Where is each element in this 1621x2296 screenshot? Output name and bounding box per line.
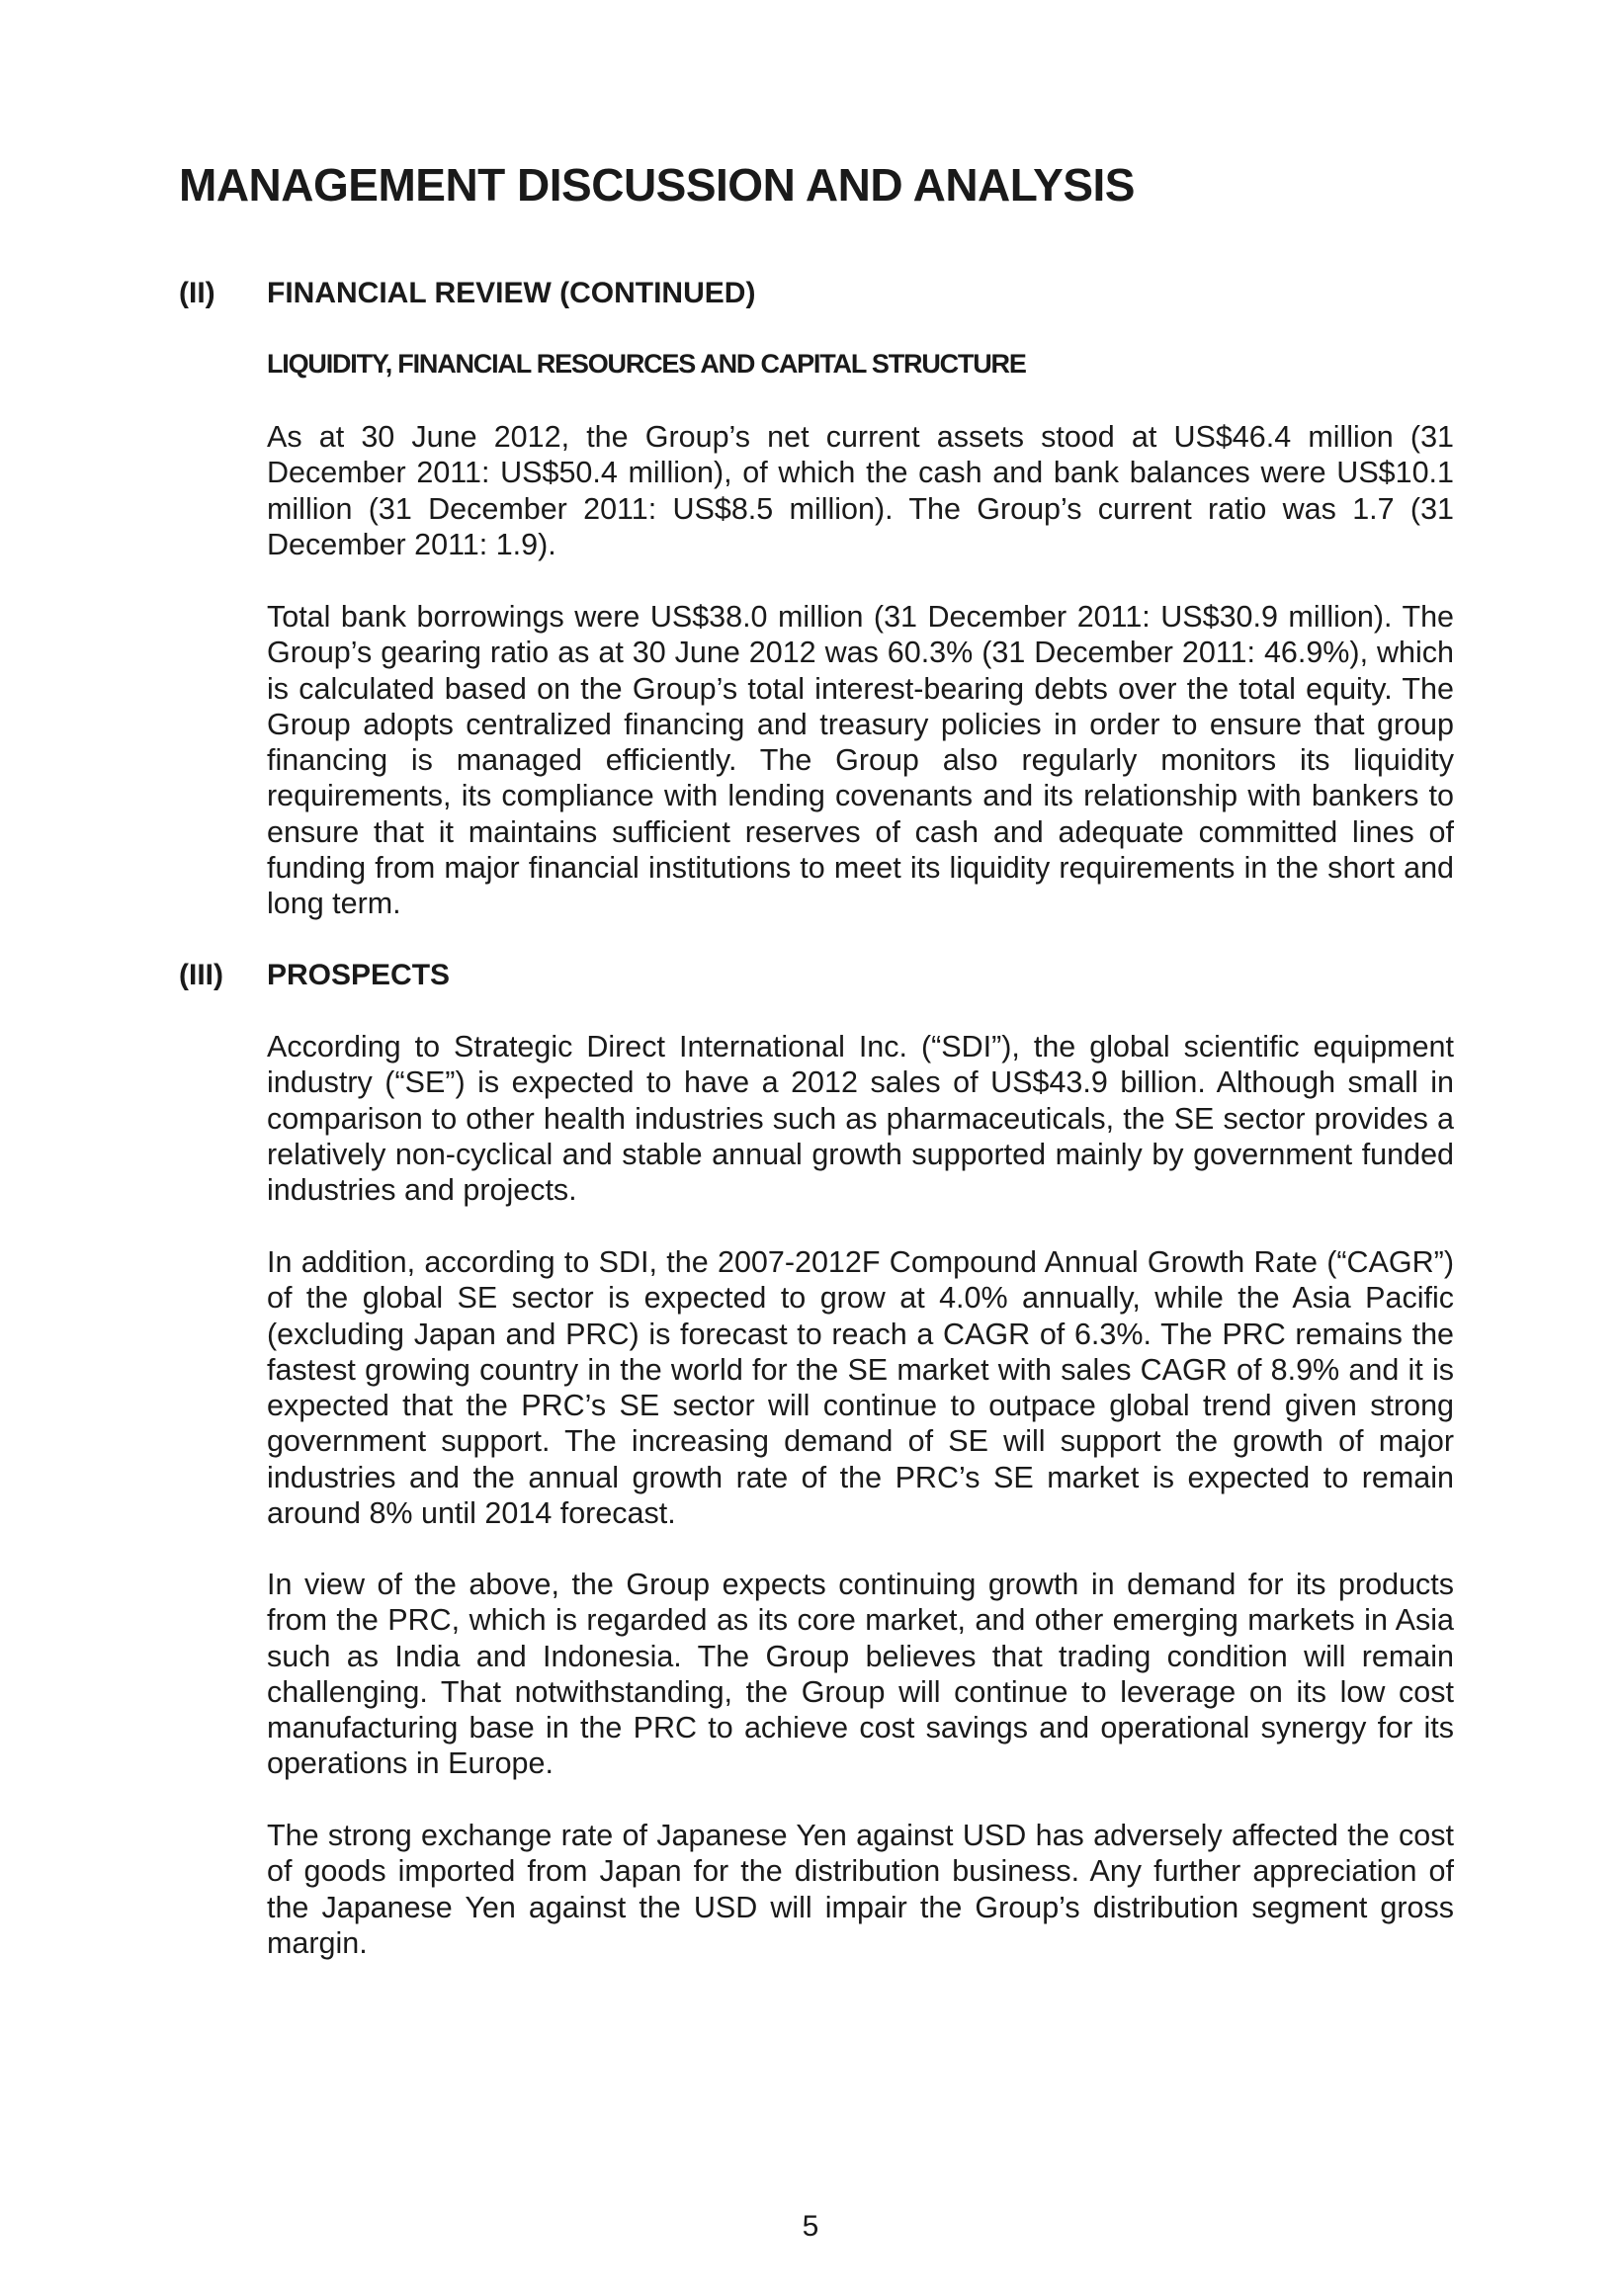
- page-number: 5: [802, 2210, 819, 2243]
- paragraph-exchange-rate: The strong exchange rate of Japanese Yen against USD has adversely affected the cost of goods imported from Japan for the distribution business. Any further appreciation of the Japanese Yen against the USD will impair the Group’s distribution segment gross margin.: [267, 1819, 1454, 1960]
- section-title: PROSPECTS: [267, 959, 451, 991]
- paragraph-sdi-industry: According to Strategic Direct International Inc. (“SDI”), the global scientific equipment industry (“SE”) is expected to have a 2012 sales of US$43.9 billion. Although small in comparison to other health industries such as pharmaceuticals, the SE sector provides a relatively non-cyclical and stable annual growth supported mainly by government funded industries and projects.: [267, 1030, 1454, 1208]
- paragraph-net-current-assets: As at 30 June 2012, the Group’s net current assets stood at US$46.4 million (31 December 2011: US$50.4 million), of which the cash and bank balances were US$10.1 million (31 December 2011: US$8.5 million). The Group’s current ratio was 1.7 (31 December 2011: 1.9).: [267, 420, 1454, 561]
- paragraph-cagr: In addition, according to SDI, the 2007-2012F Compound Annual Growth Rate (“CAGR”) of the global SE sector is expected to grow at 4.0% annually, while the Asia Pacific (excluding Japan and PRC) is forecast to reach a CAGR of 6.3%. The PRC remains the fastest growing country in the world for the SE market with sales CAGR of 8.9% and it is expected that the PRC’s SE sector will continue to outpace global trend given strong government support. The increasing demand of SE will support the growth of major industries and the annual growth rate of the PRC’s SE market is expected to remain around 8% until 2014 forecast.: [267, 1245, 1454, 1531]
- section-title: FINANCIAL REVIEW (CONTINUED): [267, 277, 756, 309]
- section-number: (III): [179, 959, 223, 991]
- section-number: (II): [179, 277, 215, 309]
- paragraph-group-outlook: In view of the above, the Group expects continuing growth in demand for its products from the PRC, which is regarded as its core market, and other emerging markets in Asia such as India and Indonesia. The Group believes that trading condition will remain challenging. That notwithstanding, the Group will continue to leverage on its low cost manufacturing base in the PRC to achieve cost savings and operational synergy for its operations in Europe.: [267, 1568, 1454, 1781]
- subsection-heading-liquidity: LIQUIDITY, FINANCIAL RESOURCES AND CAPITAL STRUCTURE: [267, 349, 1026, 379]
- page-title: MANAGEMENT DISCUSSION AND ANALYSIS: [179, 159, 1135, 211]
- paragraph-bank-borrowings: Total bank borrowings were US$38.0 million (31 December 2011: US$30.9 million). The Group’s gearing ratio as at 30 June 2012 was 60.3% (31 December 2011: 46.9%), which is calculated based on the Group’s total interest-bearing debts over the total equity. The Group adopts centralized financing and treasury policies in order to ensure that group financing is managed efficiently. The Group also regularly monitors its liquidity requirements, its compliance with lending covenants and its relationship with bankers to ensure that it maintains sufficient reserves of cash and adequate committed lines of funding from major financial institutions to meet its liquidity requirements in the short and long term.: [267, 600, 1454, 921]
